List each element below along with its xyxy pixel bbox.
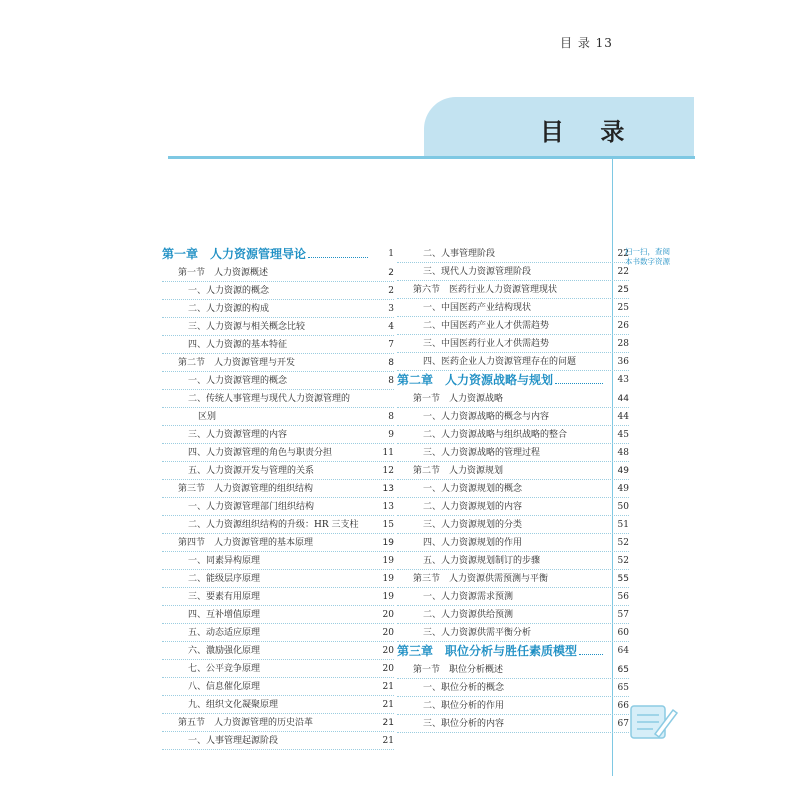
dot-leader	[555, 383, 603, 384]
page-number: 4	[388, 322, 394, 332]
running-head: 目 录 13	[560, 36, 613, 50]
page-number: 19	[382, 592, 394, 602]
toc-entry-title: 五、动态适应原理	[188, 628, 261, 638]
toc-entry-title: 一、人力资源战略的概念与内容	[423, 412, 550, 422]
toc-item	[162, 390, 394, 408]
toc-entry-title: 一、人事管理起源阶段	[188, 736, 279, 746]
toc-entry-title: 三、现代人力资源管理阶段	[423, 267, 532, 277]
page-number: 2	[388, 268, 394, 278]
toc-item	[397, 263, 629, 281]
page-number: 13	[382, 484, 394, 494]
toc-entry-title: 五、人力资源规划制订的步骤	[423, 556, 541, 566]
page-number: 52	[617, 556, 629, 566]
toc-entry-title: 一、人力资源规划的概念	[423, 484, 523, 494]
page-number: 66	[617, 701, 629, 711]
page-number: 21	[382, 700, 394, 710]
toc-left-column	[162, 245, 394, 750]
toc-entry-title: 第二章 人力资源战略与规划	[397, 373, 554, 387]
toc-entry-title: 七、公平竞争原理	[188, 664, 261, 674]
toc-item	[397, 552, 629, 570]
toc-item	[397, 245, 629, 263]
toc-entry-title: 二、人力资源的构成	[188, 304, 270, 314]
toc-entry-title: 二、传统人事管理与现代人力资源管理的	[188, 394, 351, 404]
page-number: 19	[382, 556, 394, 566]
toc-entry-title: 一、职位分析的概念	[423, 683, 505, 693]
notebook-pen-icon	[625, 700, 681, 748]
toc-section	[397, 661, 629, 679]
toc-entry-title: 一、中国医药产业结构现状	[423, 303, 532, 313]
page-number: 44	[617, 412, 629, 422]
toc-item	[162, 732, 394, 750]
toc-entry-title: 第一节 人力资源战略	[413, 394, 504, 404]
toc-entry-title: 四、医药企业人力资源管理存在的问题	[423, 357, 577, 367]
page-number: 21	[382, 682, 394, 692]
page-number: 20	[382, 646, 394, 656]
toc-item	[162, 372, 394, 390]
toc-right-column	[397, 245, 629, 733]
page-number: 65	[617, 665, 629, 675]
toc-item	[162, 516, 394, 534]
page-number: 1	[388, 249, 394, 259]
toc-section	[397, 570, 629, 588]
toc-item	[162, 588, 394, 606]
toc-item	[397, 353, 629, 371]
toc-entry-title: 二、职位分析的作用	[423, 701, 505, 711]
toc-item	[397, 588, 629, 606]
page-number: 51	[617, 520, 629, 530]
toc-item	[397, 606, 629, 624]
page-number: 8	[388, 376, 394, 386]
toc-entry-title: 第二节 人力资源管理与开发	[178, 358, 296, 368]
toc-item	[397, 408, 629, 426]
toc-entry-title: 四、人力资源管理的角色与职责分担	[188, 448, 333, 458]
row-divider	[162, 749, 394, 750]
toc-entry-title: 三、人力资源战略的管理过程	[423, 448, 541, 458]
toc-entry-title: 第一节 职位分析概述	[413, 665, 504, 675]
toc-section	[162, 354, 394, 372]
toc-section	[397, 462, 629, 480]
toc-entry-title: 二、人力资源供给预测	[423, 610, 514, 620]
page-number: 12	[382, 466, 394, 476]
toc-entry-title: 四、互补增值原理	[188, 610, 261, 620]
toc-item	[162, 318, 394, 336]
page-number: 49	[617, 484, 629, 494]
toc-entry-title: 二、人力资源规划的内容	[423, 502, 523, 512]
toc-item	[397, 335, 629, 353]
toc-item	[162, 444, 394, 462]
page-number: 21	[382, 736, 394, 746]
toc-entry-title: 一、人力资源的概念	[188, 286, 270, 296]
page-number: 20	[382, 628, 394, 638]
page-number: 45	[617, 430, 629, 440]
page-number: 25	[617, 285, 629, 295]
toc-item	[397, 480, 629, 498]
toc-item	[162, 678, 394, 696]
page-title: 目 录	[540, 117, 639, 146]
page-number: 19	[382, 538, 394, 548]
page-number: 36	[617, 357, 629, 367]
page-number: 8	[388, 358, 394, 368]
toc-entry-title: 第三节 人力资源供需预测与平衡	[413, 574, 549, 584]
toc-item	[397, 697, 629, 715]
toc-item	[162, 642, 394, 660]
toc-entry-title: 一、人力资源管理部门组织结构	[188, 502, 315, 512]
toc-chapter	[397, 371, 629, 389]
page-number: 9	[388, 430, 394, 440]
toc-entry-title: 八、信息催化原理	[188, 682, 261, 692]
page-number: 64	[617, 646, 629, 656]
toc-item	[162, 462, 394, 480]
page-number: 28	[617, 339, 629, 349]
page-number: 48	[617, 448, 629, 458]
toc-entry-title: 二、人力资源组织结构的升级：HR 三支柱	[188, 520, 359, 530]
page-number: 11	[382, 448, 394, 458]
toc-section	[397, 281, 629, 299]
toc-item	[162, 624, 394, 642]
toc-cont	[162, 408, 394, 426]
toc-entry-title: 第六节 医药行业人力资源管理现状	[413, 285, 558, 295]
page-number: 2	[388, 286, 394, 296]
toc-item	[397, 444, 629, 462]
toc-entry-title: 第一节 人力资源概述	[178, 268, 269, 278]
page-number: 65	[617, 683, 629, 693]
toc-entry-title: 三、人力资源供需平衡分析	[423, 628, 532, 638]
toc-entry-title: 第五节 人力资源管理的历史沿革	[178, 718, 314, 728]
page-number: 67	[617, 719, 629, 729]
toc-entry-title: 三、职位分析的内容	[423, 719, 505, 729]
toc-entry-title: 区别	[198, 412, 217, 422]
toc-chapter	[397, 642, 629, 660]
page-number: 57	[617, 610, 629, 620]
toc-entry-title: 四、人力资源的基本特征	[188, 340, 288, 350]
toc-entry-title: 第二节 人力资源规划	[413, 466, 504, 476]
page-number: 55	[617, 574, 629, 584]
toc-entry-title: 一、人力资源需求预测	[423, 592, 514, 602]
toc-item	[397, 624, 629, 642]
page-number: 8	[388, 412, 394, 422]
page-number: 60	[617, 628, 629, 638]
toc-section	[162, 714, 394, 732]
toc-entry-title: 六、激励强化原理	[188, 646, 261, 656]
toc-entry-title: 第三节 人力资源管理的组织结构	[178, 484, 314, 494]
toc-item	[397, 516, 629, 534]
toc-item	[397, 299, 629, 317]
toc-entry-title: 九、组织文化凝聚原理	[188, 700, 279, 710]
page-number: 50	[617, 502, 629, 512]
toc-item	[162, 570, 394, 588]
toc-entry-title: 第四节 人力资源管理的基本原理	[178, 538, 314, 548]
page-number: 7	[388, 340, 394, 350]
toc-entry-title: 一、人力资源管理的概念	[188, 376, 288, 386]
page-number: 26	[617, 321, 629, 331]
page-number: 49	[617, 466, 629, 476]
page-number: 20	[382, 664, 394, 674]
toc-entry-title: 三、中国医药行业人才供需趋势	[423, 339, 550, 349]
page-number: 13	[382, 502, 394, 512]
toc-item	[162, 552, 394, 570]
toc-item	[162, 660, 394, 678]
toc-item	[397, 317, 629, 335]
page-number: 3	[388, 304, 394, 314]
toc-section	[162, 534, 394, 552]
toc-item	[162, 282, 394, 300]
toc-entry-title: 第三章 职位分析与胜任素质模型	[397, 644, 578, 658]
toc-item	[162, 426, 394, 444]
toc-entry-title: 二、中国医药产业人才供需趋势	[423, 321, 550, 331]
top-rule	[168, 156, 695, 159]
toc-entry-title: 二、人力资源战略与组织战略的整合	[423, 430, 568, 440]
page-number: 19	[382, 574, 394, 584]
page-number: 52	[617, 538, 629, 548]
page-number: 22	[617, 249, 629, 259]
toc-item	[397, 498, 629, 516]
toc-entry-title: 一、同素异构原理	[188, 556, 261, 566]
page-number: 21	[382, 718, 394, 728]
toc-item	[162, 336, 394, 354]
page-number: 43	[617, 375, 629, 385]
toc-item	[162, 300, 394, 318]
toc-chapter	[162, 245, 394, 263]
page-number: 20	[382, 610, 394, 620]
toc-entry-title: 四、人力资源规划的作用	[423, 538, 523, 548]
toc-section	[162, 480, 394, 498]
row-divider	[397, 732, 629, 733]
dot-leader	[308, 257, 368, 258]
page-number: 56	[617, 592, 629, 602]
toc-entry-title: 三、人力资源管理的内容	[188, 430, 288, 440]
toc-entry-title: 二、人事管理阶段	[423, 249, 496, 259]
toc-entry-title: 二、能级层序原理	[188, 574, 261, 584]
dot-leader	[579, 654, 603, 655]
toc-item	[162, 498, 394, 516]
toc-entry-title: 第一章 人力资源管理导论	[162, 247, 307, 261]
toc-item	[397, 679, 629, 697]
toc-entry-title: 五、人力资源开发与管理的关系	[188, 466, 315, 476]
toc-entry-title: 三、人力资源规划的分类	[423, 520, 523, 530]
toc-section	[162, 264, 394, 282]
toc-item	[397, 426, 629, 444]
toc-item	[397, 534, 629, 552]
page-number: 44	[617, 394, 629, 404]
scan-note: 扫一扫，查阅本书数字资源	[625, 247, 670, 266]
page-number: 15	[382, 520, 394, 530]
toc-item	[397, 715, 629, 733]
toc-item	[162, 606, 394, 624]
toc-entry-title: 三、人力资源与相关概念比较	[188, 322, 306, 332]
toc-item	[162, 696, 394, 714]
toc-section	[397, 390, 629, 408]
page-number: 22	[617, 267, 629, 277]
page-number: 25	[617, 303, 629, 313]
toc-entry-title: 三、要素有用原理	[188, 592, 261, 602]
